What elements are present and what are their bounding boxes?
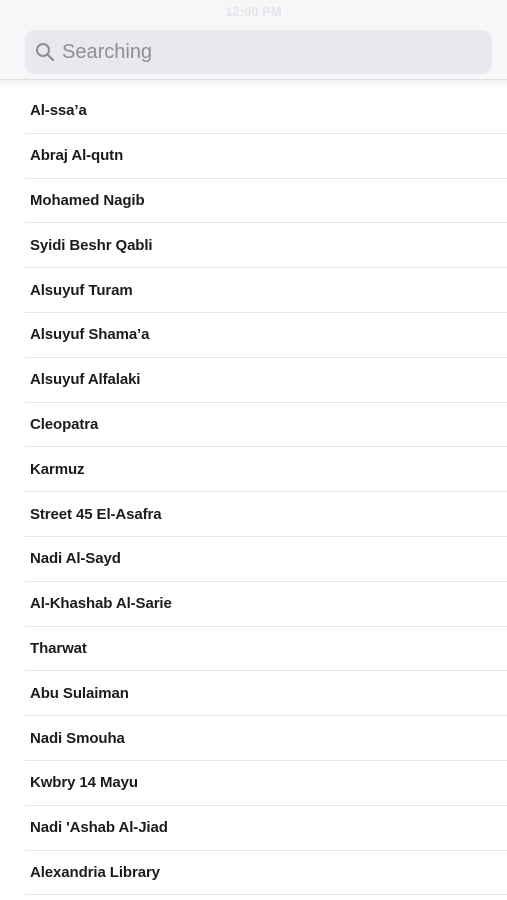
search-icon [35, 42, 55, 62]
list-item[interactable] [25, 851, 507, 896]
list-item-label: Alsuyuf Alfalaki [30, 371, 141, 389]
list-item[interactable] [25, 447, 507, 492]
list-item-label: Cleopatra [30, 415, 99, 433]
list-item[interactable] [25, 627, 507, 672]
list-item[interactable] [25, 716, 507, 761]
station-list [0, 89, 507, 895]
list-item[interactable] [25, 313, 507, 358]
list-item[interactable] [25, 403, 507, 448]
list-item[interactable] [25, 582, 507, 627]
list-item-label: Nadi Smouha [30, 729, 125, 747]
list-item-label: Kwbry 14 Mayu [30, 774, 138, 792]
list-item-label: Al-Khashab Al-Sarie [30, 595, 172, 613]
search-bar[interactable] [25, 30, 492, 74]
list-item-label: Abraj Al-qutn [30, 147, 124, 165]
list-item[interactable] [25, 134, 507, 179]
status-bar [0, 0, 507, 26]
list-item-label: Mohamed Nagib [30, 191, 145, 209]
list-item-label: Street 45 El-Asafra [30, 505, 162, 523]
list-item-label: Syidi Beshr Qabli [30, 236, 153, 254]
list-item[interactable] [25, 761, 507, 806]
list-item[interactable] [25, 671, 507, 716]
list-item[interactable] [25, 223, 507, 268]
list-item-label: Alexandria Library [30, 863, 160, 881]
list-item-label: Nadi Al-Sayd [30, 550, 121, 568]
list-item-label: Nadi 'Ashab Al-Jiad [30, 819, 168, 837]
search-header [0, 0, 507, 80]
list-item[interactable] [25, 806, 507, 851]
list-item-label: Alsuyuf Shama’a [30, 326, 150, 344]
list-item-label: Karmuz [30, 460, 85, 478]
status-time: 12:00 PM [225, 4, 282, 19]
list-item[interactable] [25, 358, 507, 403]
list-item-label: Alsuyuf Turam [30, 281, 133, 299]
list-item[interactable] [25, 268, 507, 313]
list-item[interactable] [25, 89, 507, 134]
search-input[interactable] [62, 41, 462, 64]
list-item-label: Al-ssa’a [30, 102, 87, 120]
list-item-label: Abu Sulaiman [30, 684, 129, 702]
list-item-label: Tharwat [30, 639, 87, 657]
list-item[interactable] [25, 492, 507, 537]
list-item[interactable] [25, 179, 507, 224]
list-item[interactable] [25, 537, 507, 582]
